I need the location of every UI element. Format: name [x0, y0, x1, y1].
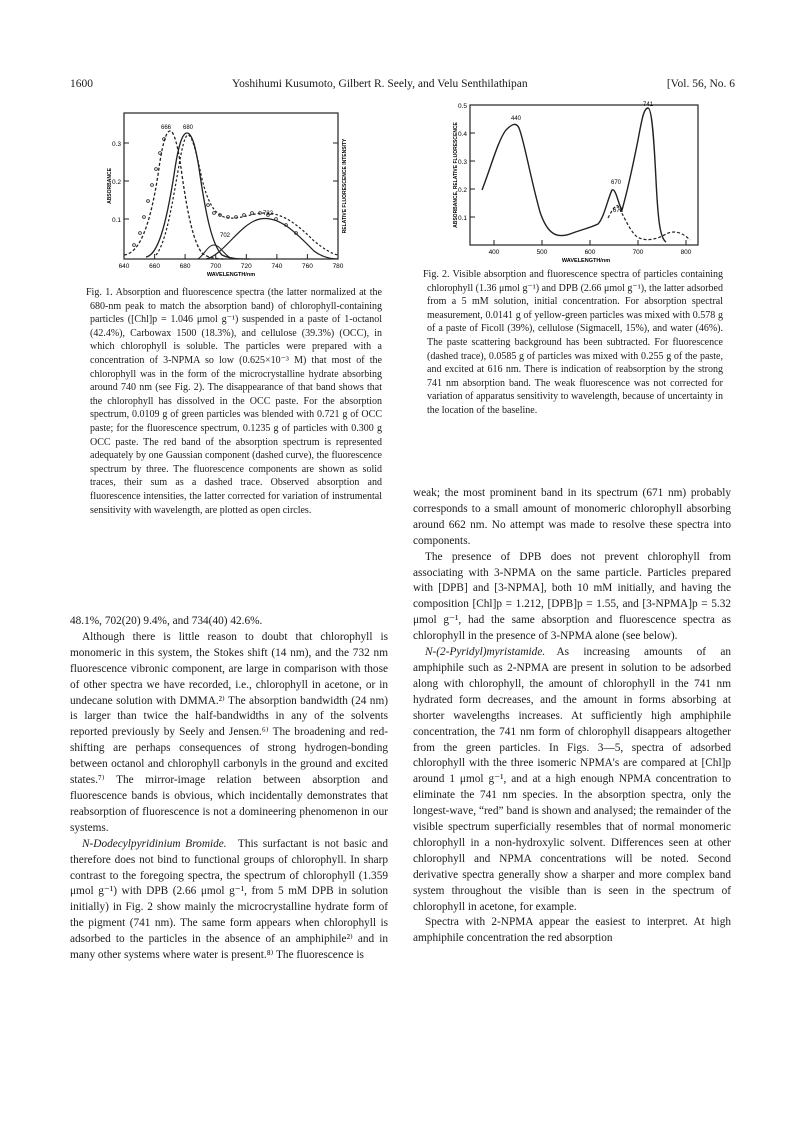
fig1-xtick: 740: [271, 263, 283, 270]
figure-1-caption: Fig. 1. Absorption and fluorescence spectra (the latter normalized at the 680-nm peak to match the absorption band) of chlorophyll-containing particles ([Chl]p = 1.046 μmol g⁻¹) suspended in a paste of 1-octanol (42.4%), Carbowax 1500 (18.3%), and cellulose (39.3%) (OCC), in which chlorophyll is soluble. The particles were prepared with a concentration of 3-NPMA so low (0.625×10⁻³ M) that most of the chlorophyll was in the form of the microcrystalline hydrate absorbing around 740 nm (see Fig. 2). The disappearance of that band shows that the chlorophyll has dissolved in the OCC paste. For the absorption spectrum, 0.0109 g of green particles was blended with 0.721 g of OCC paste; for the fluorescence spectrum, 0.1235 g of particles with 0.300 g OCC paste. The red band of the absorption spectrum is represented adequately by one Gaussian component (dashed curve), the fluorescence spectrum by three. The fluorescence components are shown as solid traces, their sum as a dashed trace. Observed absorption and fluorescence intensities, the latter corrected for variation of instrumental sensitivity with wavelength, are plotted as open circles.: [86, 287, 382, 516]
fig2-ytick: 0.2: [457, 187, 467, 194]
fig2-ytick: 0.1: [457, 215, 467, 222]
paragraph: Although there is little reason to doubt that chlorophyll is monomeric in this system, the Stokes shift (14 nm), and the 732 nm fluorescence vibronic component, are large in comparison with those of other spectra we have recorded, i.e., chlorophyll in acetone, or in undecane solution with DMMA.²⁾ The absorption bandwidth (24 nm) is larger than twice the half-bandwidths in any of the solvents reported previously by Seely and Jensen.⁶⁾ The broadening and red-shifting are perhaps consequences of strong hydrogen-bonding between octanol and chlorophyll carbonyls in the ground and excited states.⁷⁾ The mirror-image relation between absorption and fluorescence bands is obvious, which incidentally demonstrates that reabsorption of fluorescence is not a domineering phenomenon in our systems.: [70, 630, 388, 834]
fig1-peak-label: 702: [219, 233, 231, 239]
paragraph: weak; the most prominent band in its spectrum (671 nm) probably corresponds to a small amount of monomeric chlorophyll absorbing around 662 nm. No attempt was made to resolve these spectra into components.: [413, 487, 731, 547]
fig2-xtick: 700: [632, 249, 644, 256]
fig2-frame: [470, 105, 698, 245]
fig1-frame: [124, 113, 338, 259]
paragraph: The presence of DPB does not prevent chlorophyll from associating with 3-NPMA on the same particle. Particles prepared with [DPB] and [3-NPMA], both 10 mM initially, and having the composition [Chl]p = 1.212, [DPB]p = 1.55, and [3-NPMA]p = 5.32 μmol g⁻¹, had the same absorption and fluorescence spectra as chlorophyll in the presence of 3-NPMA alone (see below).: [413, 550, 731, 643]
fig1-fluorescence-sum: [156, 135, 338, 255]
running-header: [70, 78, 735, 94]
fig2-xtick: 500: [536, 249, 548, 256]
paragraph-body: As increasing amounts of an amphiphile such as 2-NPMA are present in solution to be adsorbed along with chlorophyll, the amount of chlorophyll in the 741 nm hydrated form decreases, and the amount in forms absorbing at shorter wavelengths increases. At sufficiently high amphiphile concentration, the 741 nm form of chlorophyll disappears altogether from the green particles. In Figs. 3—5, spectra of adsorbed chlorophyll with the three isomeric NPMA's are compared at [Chl]p around 1 μmol g⁻¹, and at a high enough NPMA concentration to eliminate the 741 nm species. In the absorption spectra, only the longest-wave, “red” band is shown and analysed; the remainder of the visible spectrum superficially resembles that of normal monomeric chlorophyll in a non-hydroxylic solvent. Differences seen at other chlorophyll and NPMA concentrations will be noted. Second derivative spectra generally show a sharper and more complex band system throughout the visible than is seen in the spectrum of chlorophyll in acetone, for example.: [413, 646, 731, 913]
fig1-xtick: 680: [179, 263, 191, 270]
fig1-xlabel: WAVELENGTH/nm: [206, 272, 256, 277]
fig1-peak-label: 680: [182, 125, 194, 131]
fig2-xtick: 400: [488, 249, 500, 256]
fig2-ytick: 0.4: [457, 131, 467, 138]
fig1-xtick: 760: [301, 263, 313, 270]
fig1-ylabel-right: RELATIVE FLUORESCENCE INTENSITY: [342, 138, 348, 234]
fig2-peak-label: 741: [642, 102, 654, 108]
fig1-absorption-gaussian: [124, 131, 226, 259]
paragraph-body: This surfactant is not basic and therefore does not bind to functional groups of chlorophyll. In sharp contrast to the foregoing spectra, the spectrum of chlorophyll (1.359 μmol g⁻¹) with DPB (2.66 μmol g⁻¹, from 5 mM DPB in solution initially) in Fig. 2 show mainly the microcrystalline hydrate form of the pigment (741 nm). The same form appears when chlorophyll is adsorbed to the particles in the absence of an amphiphile²⁾ and in many other systems where water is present.⁸⁾ The fluorescence is: [70, 837, 388, 962]
figure-2-caption: Fig. 2. Visible absorption and fluorescence spectra of particles containing chlorophyll (1.36 μmol g⁻¹) and DPB (2.66 μmol g⁻¹), the latter adsorbed from a 5 mM solution, initial concentration. For absorption spectral measurement, 0.0141 g of yellow-green particles was mixed with 0.578 g of a paste of Ficoll (39%), cellulose (Sigmacell, 15%), and water (46%). The paste scattering background has been subtracted. For fluorescence (dashed trace), 0.0585 g of particles was mixed with 0.255 g of the paste, and excited at 616 nm. There is indication of reabsorption by the strong 741 nm absorption band. The weak fluorescence was not corrected for variation of apparatus sensitivity to wavelength, because of uncertainty in the location of the baseline.: [423, 269, 723, 416]
fig2-absorption: [482, 108, 666, 242]
fig2-xtick: 800: [680, 249, 692, 256]
fig1-ytick: 0.1: [111, 217, 121, 224]
fig2-peak-label: 671: [612, 208, 624, 214]
fig2-xlabel: WAVELENGTH/nm: [561, 258, 611, 264]
paragraph: Spectra with 2-NPMA appear the easiest to interpret. At high amphiphile concentration the red absorption: [413, 916, 731, 945]
fig1-peak-label: 666: [160, 125, 172, 131]
paragraph: 48.1%, 702(20) 9.4%, and 734(40) 42.6%.: [70, 615, 263, 627]
paragraph: [70, 837, 388, 964]
fig1-peak-label: 732: [262, 211, 274, 217]
right-column: [413, 486, 731, 947]
page-number: 1600: [70, 78, 93, 90]
fig2-ylabel: ABSORBANCE, RELATIVE FLUORESCENCE: [453, 122, 459, 228]
section-heading: N-Dodecylpyridinium Bromide.: [82, 837, 227, 850]
fig1-xtick: 640: [118, 263, 130, 270]
fig2-xtick: 600: [584, 249, 596, 256]
fig1-ytick: 0.2: [111, 179, 121, 186]
fig1-xtick: 720: [240, 263, 252, 270]
fig1-ylabel-left: ABSORBANCE: [107, 168, 113, 204]
fig1-observed-points: [133, 138, 298, 247]
figure-1: [100, 105, 350, 277]
fig2-peak-label: 440: [510, 116, 522, 122]
fig1-fluorescence-680: [146, 133, 250, 259]
fig2-ytick: 0.5: [457, 103, 467, 110]
fig2-peak-label: 670: [610, 180, 622, 186]
header-authors: Yoshihumi Kusumoto, Gilbert R. Seely, and Velu Senthilathipan: [232, 78, 528, 90]
paragraph: [413, 645, 731, 915]
figure-2: [446, 100, 706, 268]
header-volume: [Vol. 56, No. 6: [666, 78, 735, 90]
fig1-ytick: 0.3: [111, 141, 121, 148]
left-column: [70, 614, 388, 964]
fig1-xtick: 700: [210, 263, 222, 270]
fig1-xtick: 660: [149, 263, 161, 270]
fig1-xtick: 780: [332, 263, 344, 270]
fig2-ytick: 0.3: [457, 159, 467, 166]
section-heading: N-(2-Pyridyl)myristamide.: [425, 646, 546, 659]
